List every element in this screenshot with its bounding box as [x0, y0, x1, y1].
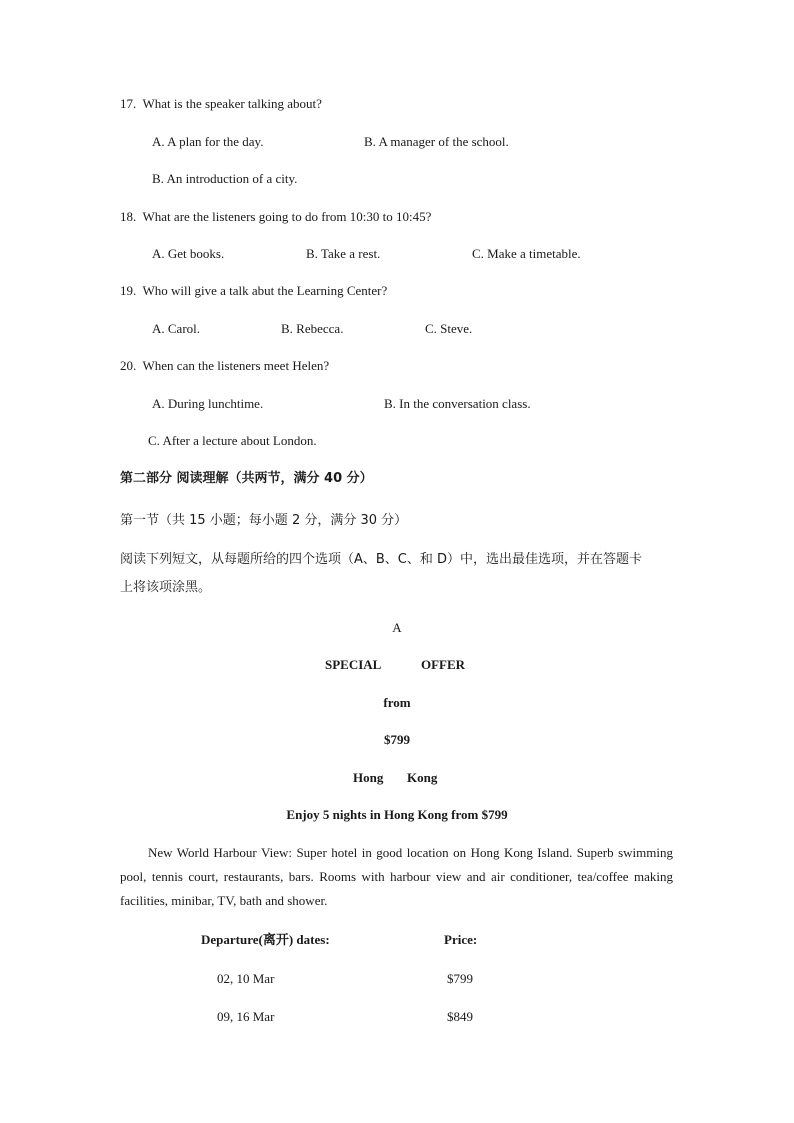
title-offer: OFFER — [421, 657, 466, 672]
table-header-price: Price: — [444, 932, 478, 947]
passage-body: New World Harbour View: Super hotel in good location on Hong Kong Island. Superb swimming pool, tennis court, restaurants, bars. Rooms with harbour view and air conditioner, tea/coffee making facilities, minibar, TV, bath and shower. — [120, 845, 673, 908]
passage-letter: A — [392, 620, 402, 635]
table-header-dates: Departure(离开) dates: — [201, 932, 330, 947]
question-number: 19. — [120, 283, 137, 298]
place-kong: Kong — [407, 770, 438, 785]
question-18 — [120, 209, 431, 225]
option-17c: B. An introduction of a city. — [152, 171, 298, 186]
option-18a: A. Get books. — [152, 246, 225, 261]
place-hong: Hong — [353, 770, 384, 785]
passage-from: from — [383, 695, 411, 710]
option-17b: B. A manager of the school. — [364, 134, 509, 149]
question-20 — [120, 358, 329, 374]
option-18b: B. Take a rest. — [306, 246, 381, 261]
option-19b: B. Rebecca. — [281, 321, 344, 336]
table-cell-date-2: 09, 16 Mar — [217, 1009, 275, 1024]
option-20b: B. In the conversation class. — [384, 396, 531, 411]
question-stem: What are the listeners going to do from 10:30 to 10:45? — [142, 209, 432, 224]
option-18c: C. Make a timetable. — [472, 246, 581, 261]
instruction-line-1: 阅读下列短文，从每题所给的四个选项（A、B、C、和 D）中，选出最佳选项，并在答题卡 — [120, 552, 643, 567]
part2-heading: 第二部分 阅读理解（共两节，满分 40 分） — [120, 471, 373, 486]
table-cell-price-1: $799 — [447, 971, 473, 986]
question-stem: Who will give a talk abut the Learning Center? — [142, 283, 388, 298]
option-17a: A. A plan for the day. — [152, 134, 264, 149]
instruction-line-2: 上将该项涂黑。 — [120, 580, 212, 595]
option-20c: C. After a lecture about London. — [148, 433, 317, 448]
option-19a: A. Carol. — [152, 321, 201, 336]
question-19 — [120, 283, 387, 299]
option-20a: A. During lunchtime. — [152, 396, 264, 411]
table-cell-price-2: $849 — [447, 1009, 473, 1024]
passage-price: $799 — [384, 732, 410, 747]
option-19c: C. Steve. — [425, 321, 473, 336]
question-stem: What is the speaker talking about? — [142, 96, 322, 111]
section1-heading: 第一节（共 15 小题；每小题 2 分，满分 30 分） — [120, 513, 408, 528]
title-special: SPECIAL — [325, 657, 382, 672]
table-cell-date-1: 02, 10 Mar — [217, 971, 275, 986]
passage-headline: Enjoy 5 nights in Hong Kong from $799 — [286, 807, 508, 822]
question-number: 18. — [120, 209, 137, 224]
question-17 — [120, 96, 322, 112]
question-number: 17. — [120, 96, 137, 111]
question-number: 20. — [120, 358, 137, 373]
question-stem: When can the listeners meet Helen? — [142, 358, 330, 373]
